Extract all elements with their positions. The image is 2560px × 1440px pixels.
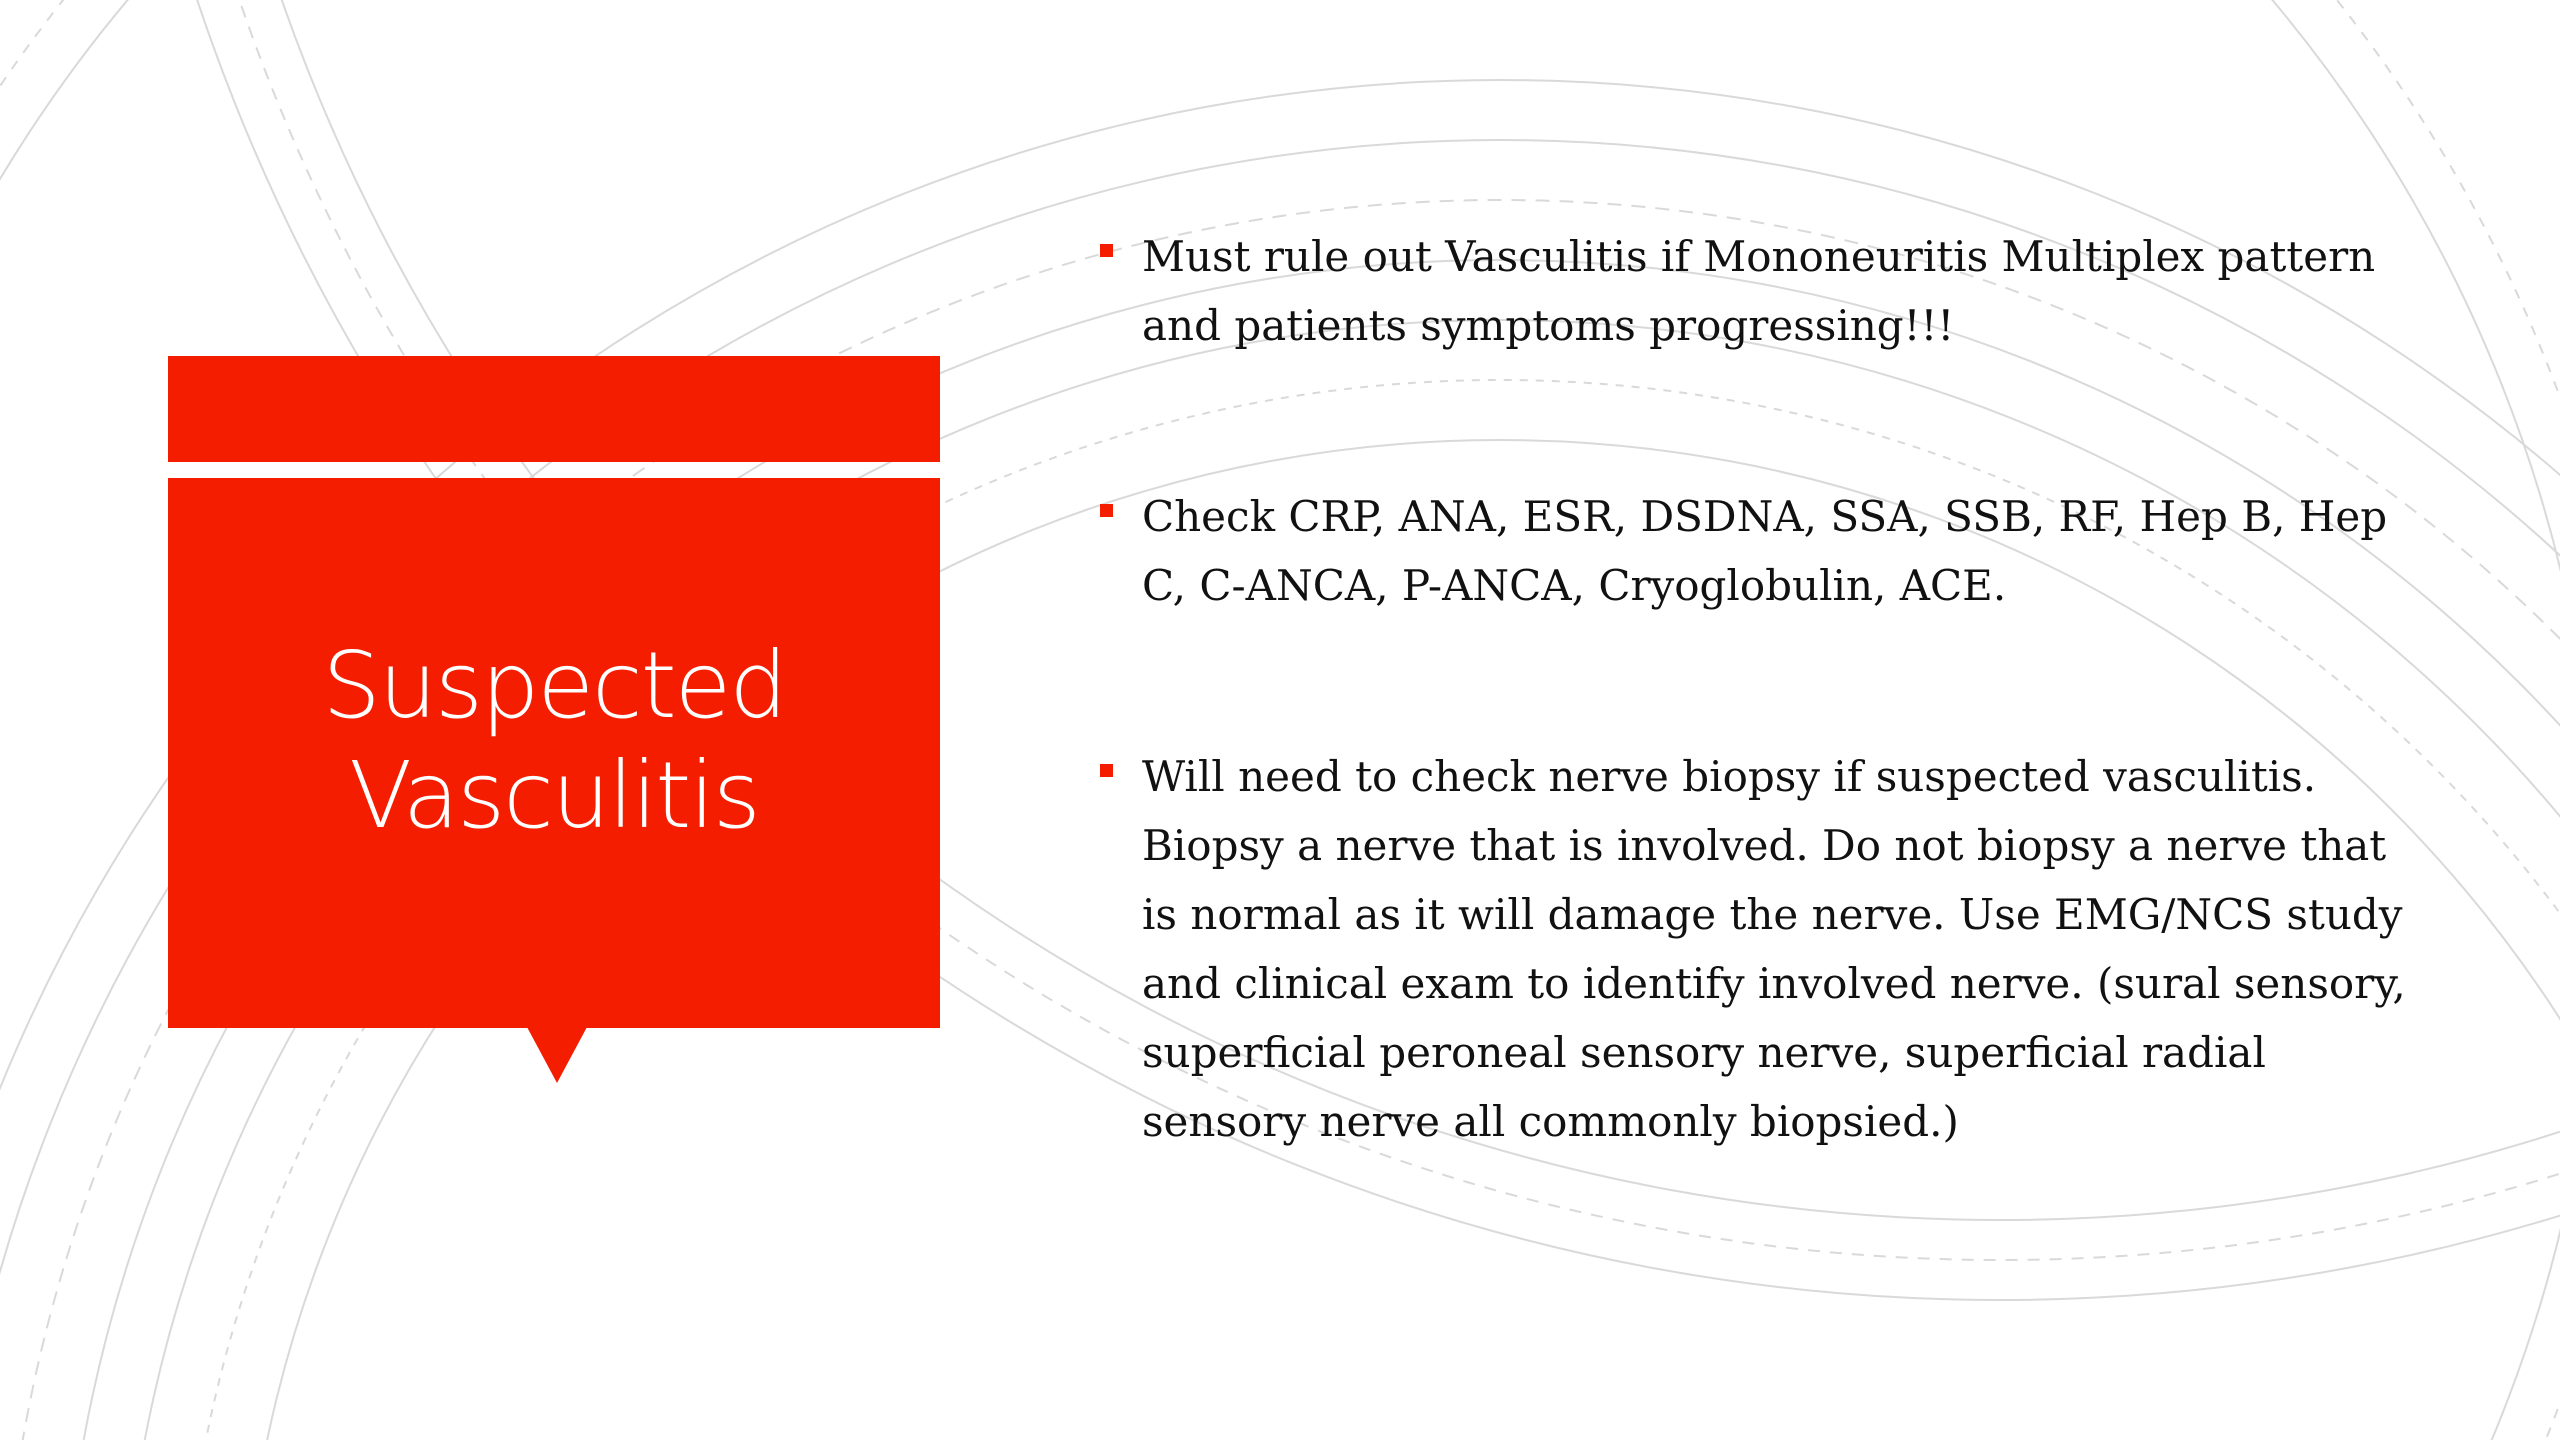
- title-pointer-triangle: [527, 1027, 587, 1083]
- bullet-item: [1096, 482, 2426, 620]
- slide-title: [322, 631, 785, 851]
- bullet-item: [1096, 742, 2426, 1156]
- title-accent-bar: [168, 356, 940, 462]
- bullet-text: Check CRP, ANA, ESR, DSDNA, SSA, SSB, RF, Hep B, Hep C, C-ANCA, P-ANCA, Cryoglobulin, ACE.: [1142, 492, 2388, 610]
- bullet-text: Must rule out Vasculitis if Mononeuritis Multiplex pattern and patients symptoms progressing!!!: [1142, 232, 2376, 350]
- square-bullet-icon: [1100, 504, 1113, 517]
- bullet-item: [1096, 222, 2426, 360]
- slide-title-line-2: Vasculitis: [349, 742, 759, 849]
- bullet-list: [1096, 222, 2426, 1278]
- bullet-text: Will need to check nerve biopsy if suspected vasculitis. Biopsy a nerve that is involved. Do not biopsy a nerve that is normal as it will damage the nerve. Use EMG/NCS study and clinical exam to identify involved nerve. (sural sensory, superficial peroneal sensory nerve, superficial radial sensory nerve all commonly biopsied.): [1142, 752, 2406, 1146]
- square-bullet-icon: [1100, 244, 1113, 257]
- slide-title-line-1: Suspected: [322, 632, 786, 739]
- square-bullet-icon: [1100, 764, 1113, 777]
- title-box: [168, 478, 940, 1028]
